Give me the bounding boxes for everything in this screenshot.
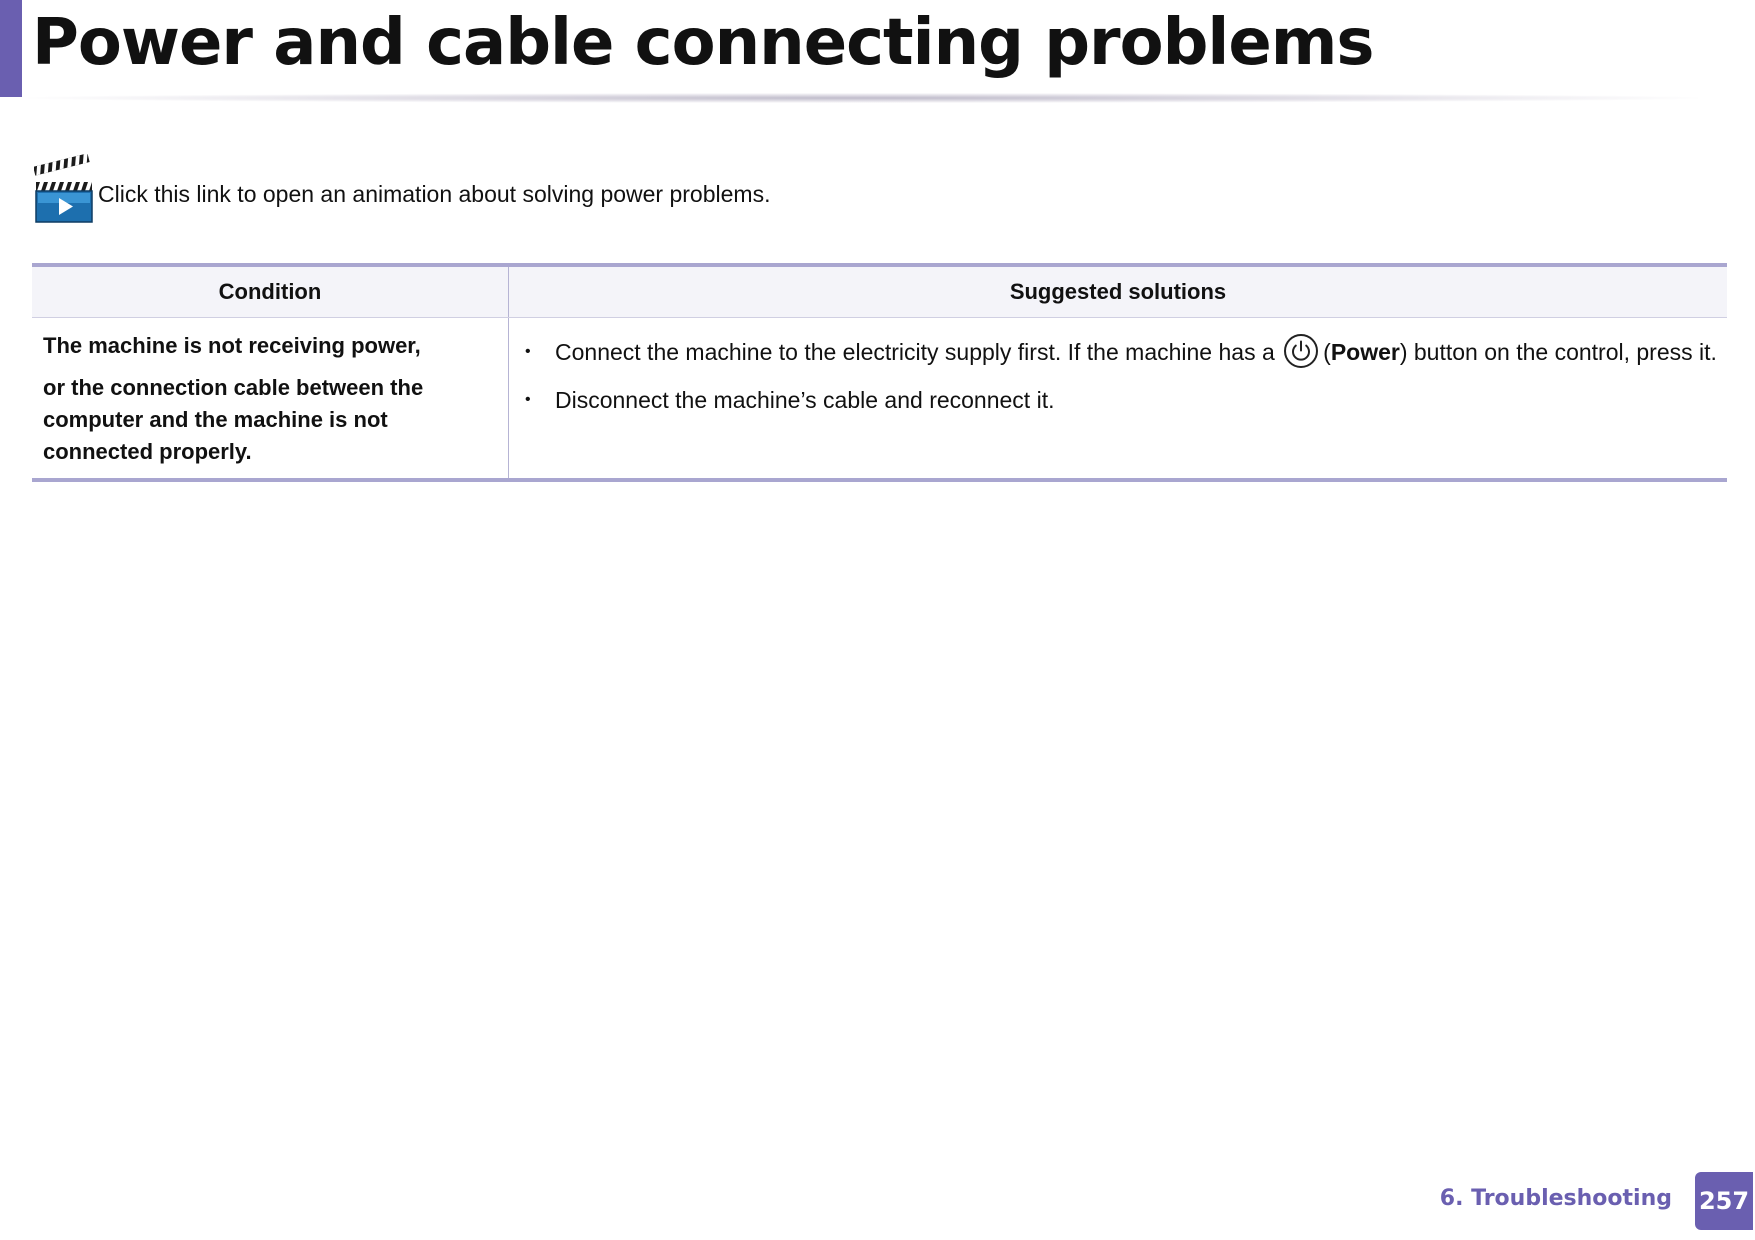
solution-text: ) button on the control, press it. bbox=[1399, 339, 1717, 365]
condition-text: The machine is not receiving power, bbox=[43, 333, 421, 358]
power-label: Power bbox=[1330, 339, 1400, 365]
column-header-solutions: Suggested solutions bbox=[509, 265, 1728, 318]
table-header-row bbox=[32, 265, 1727, 318]
solutions-cell bbox=[509, 318, 1728, 481]
title-accent-bar bbox=[0, 0, 22, 97]
page-number-badge: 257 bbox=[1695, 1172, 1753, 1230]
bullet: • bbox=[525, 390, 531, 408]
bullet: • bbox=[525, 343, 531, 360]
animation-link-row[interactable] bbox=[34, 154, 770, 224]
troubleshooting-table bbox=[32, 263, 1727, 482]
page-title: Power and cable connecting problems bbox=[32, 6, 1374, 80]
title-divider bbox=[28, 93, 1698, 103]
column-header-condition: Condition bbox=[32, 265, 509, 318]
solution-item bbox=[517, 384, 1717, 416]
animation-link-text[interactable]: Click this link to open an animation about solving power problems. bbox=[98, 180, 771, 207]
solution-text: Disconnect the machine’s cable and reconnect it. bbox=[555, 386, 1055, 413]
solutions-list bbox=[517, 336, 1717, 416]
footer-section-label: 6. Troubleshooting bbox=[1439, 1186, 1672, 1211]
table-row bbox=[32, 318, 1727, 481]
solution-item: • Connect the machine to the electricity supply first. If the machine has a (Power) button on the control, press it. bbox=[517, 336, 1717, 369]
condition-cell bbox=[32, 318, 509, 481]
solution-text: Connect the machine to the electricity supply first. If the machine has a bbox=[555, 339, 1275, 365]
video-clapperboard-icon[interactable] bbox=[34, 154, 96, 224]
condition-text: or the connection cable between the computer and the machine is not connected properly. bbox=[43, 375, 424, 464]
power-icon bbox=[1283, 333, 1319, 369]
